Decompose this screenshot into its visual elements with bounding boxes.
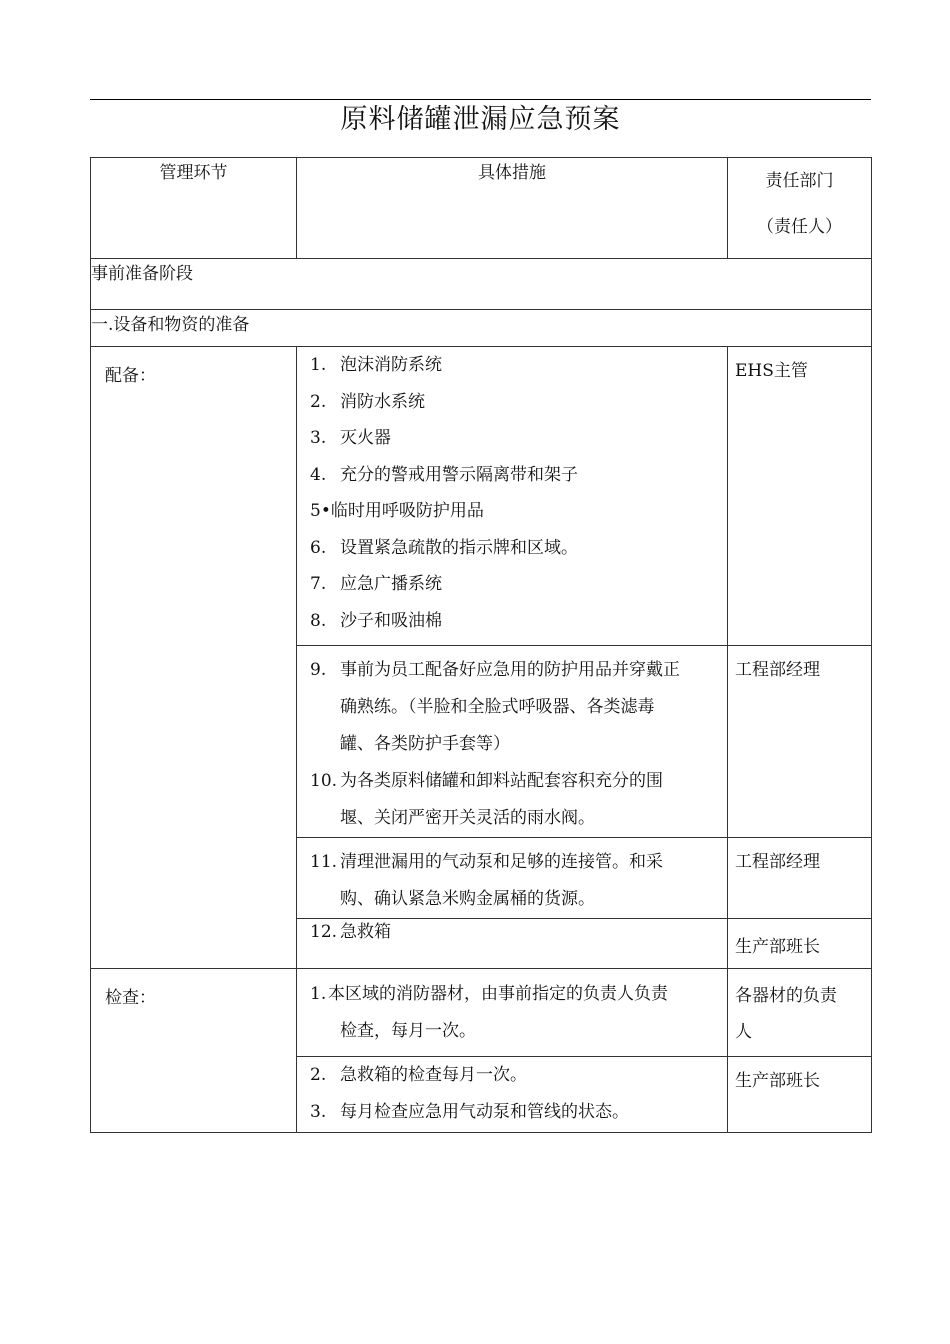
check-dept-cell-1	[728, 969, 872, 1057]
table-header-row	[91, 158, 872, 259]
section-label: 一.设备和物资的准备	[91, 310, 872, 347]
phase-row	[91, 259, 872, 310]
prep-items-cell	[297, 347, 728, 646]
list-item: 12. 急救箱	[310, 922, 391, 942]
list-item-continuation: 确熟练。（半脸和全脸式呼吸器、各类滤毒	[340, 697, 655, 717]
section-row	[91, 310, 872, 347]
header-measures: 具体措施	[297, 158, 728, 259]
list-item-continuation: 堰、关闭严密开关灵活的雨水阀。	[340, 808, 595, 828]
prep-label: 配备：	[105, 366, 156, 386]
list-item: 5•临时用呼吸防护用品	[310, 501, 484, 521]
prep-dept-cell-1	[728, 347, 872, 646]
responsible-dept	[728, 969, 871, 1050]
prep-label-cell	[91, 347, 297, 969]
top-rule	[90, 99, 871, 100]
prep-items-cell-2	[297, 646, 728, 838]
prep-dept-cell-4	[728, 919, 872, 969]
responsible-dept-line: 各器材的负责	[735, 986, 837, 1006]
check-row-1	[91, 969, 872, 1057]
responsible-dept: 生产部班长	[735, 1071, 820, 1091]
list-item-continuation: 购、确认紧急米购金属桶的货源。	[340, 889, 595, 909]
header-responsible-dept: 责任部门	[765, 171, 834, 191]
list-item: 9. 事前为员工配备好应急用的防护用品并穿戴正	[310, 660, 680, 680]
prep-items-cell-4	[297, 919, 728, 969]
list-item: 8. 沙子和吸油棉	[310, 610, 442, 631]
responsible-dept: 生产部班长	[735, 937, 820, 957]
prep-dept-cell-2	[728, 646, 872, 838]
plan-table	[90, 157, 872, 1133]
document-title: 原料储罐泄漏应急预案	[340, 104, 621, 135]
list-item: 3. 灭火器	[310, 428, 391, 448]
list-item: 4. 充分的警戒用警示隔离带和架子	[310, 464, 578, 485]
list-item: 1. 本区域的消防器材，由事前指定的负责人负责	[310, 984, 668, 1004]
responsible-dept-line: 人	[735, 1022, 752, 1042]
prep-row-1	[91, 347, 872, 646]
check-label: 检查：	[105, 988, 156, 1008]
list-item: 2. 急救箱的检查每月一次。	[310, 1065, 527, 1085]
list-item: 2. 消防水系统	[310, 391, 425, 412]
list-item: 7. 应急广播系统	[310, 574, 442, 594]
prep-dept-cell-3	[728, 838, 872, 919]
header-management: 管理环节	[91, 158, 297, 259]
check-dept-cell-2	[728, 1057, 872, 1133]
prep-items-cell-3	[297, 838, 728, 919]
check-items-cell-2	[297, 1057, 728, 1133]
check-label-cell	[91, 969, 297, 1133]
list-item: 3. 每月检查应急用气动泵和管线的状态。	[310, 1101, 629, 1122]
responsible-dept: 工程部经理	[735, 660, 820, 680]
list-item-continuation: 罐、各类防护手套等）	[340, 734, 510, 754]
list-item: 10. 为各类原料储罐和卸料站配套容积充分的围	[310, 771, 663, 791]
responsible-dept: EHS主管	[735, 361, 808, 381]
header-responsible	[728, 158, 872, 259]
responsible-dept: 工程部经理	[735, 852, 820, 872]
phase-label: 事前准备阶段	[91, 259, 872, 310]
list-item: 1. 泡沫消防系统	[310, 355, 442, 375]
list-item: 11. 清理泄漏用的气动泵和足够的连接管。和采	[310, 852, 663, 872]
list-item-continuation: 检查，每月一次。	[340, 1021, 476, 1041]
header-responsible-person: （责任人）	[757, 217, 842, 237]
list-item: 6. 设置紧急疏散的指示牌和区域。	[310, 537, 578, 558]
check-items-cell-1	[297, 969, 728, 1057]
